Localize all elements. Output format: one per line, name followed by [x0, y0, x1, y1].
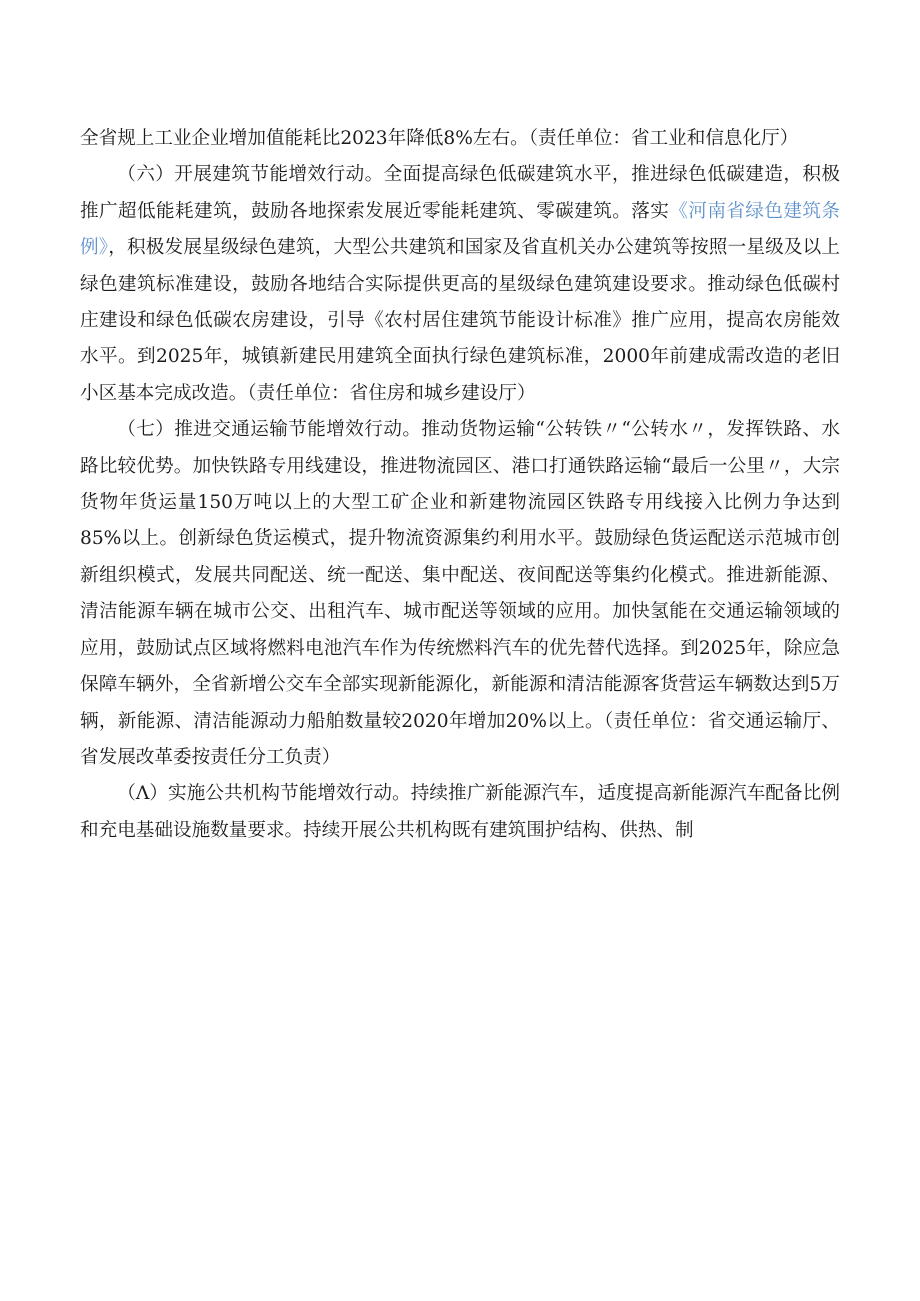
paragraph-six-building-energy	[80, 157, 840, 412]
henan-green-building-regulation-link[interactable]: 《河南省绿色建筑条例》	[80, 200, 840, 259]
paragraph-six-text-start: （六）开展建筑节能增效行动。全面提高绿色低碳建筑水平，推进绿色低碳建造，积极推广超低能耗建筑，鼓励各地探索发展近零能耗建筑、零碳建筑。落实	[80, 164, 840, 222]
paragraph-seven-transport-energy: （七）推进交通运输节能增效行动。推动货物运输“公转铁〃“公转水〃，发挥铁路、水路比较优势。加快铁路专用线建设，推进物流园区、港口打通铁路运输“最后一公里〃，大宗货物年货运量150万吨以上的大型工矿企业和新建物流园区铁路专用线接入比例力争达到85%以上。创新绿色货运模式，提升物流资源集约利用水平。鼓励绿色货运配送示范城市创新组织模式，发展共同配送、统一配送、集中配送、夜间配送等集约化模式。推进新能源、清洁能源车辆在城市公交、出租汽车、城市配送等领域的应用。加快氢能在交通运输领域的应用，鼓励试点区域将燃料电池汽车作为传统燃料汽车的优先替代选择。到2025年，除应急保障车辆外，全省新增公交车全部实现新能源化，新能源和清洁能源客货营运车辆数达到5万辆，新能源、清洁能源动力船舶数量较2020年增加20%以上。（责任单位：省交通运输厅、省发展改革委按责任分工负责）	[80, 419, 840, 768]
paragraph-six-text-end: ，积极发展星级绿色建筑，大型公共建筑和国家及省直机关办公建筑等按照一星级及以上绿色建筑标准建设，鼓励各地结合实际提供更高的星级绿色建筑建设要求。推动绿色低碳村庄建设和绿色低碳农房建设，引导《农村居住建筑节能设计标准》推广应用，提高农房能效水平。到2025年，城镇新建民用建筑全面执行绿色建筑标准，2000年前建成需改造的老旧小区基本完成改造。（责任单位：省住房和城乡建设厅）	[80, 237, 840, 404]
paragraph-eight-public-institution: （Λ）实施公共机构节能增效行动。持续推广新能源汽车，适度提高新能源汽车配备比例和充电基础设施数量要求。持续开展公共机构既有建筑围护结构、供热、制	[80, 783, 840, 841]
paragraph-continuation: 全省规上工业企业增加值能耗比2023年降低8%左右。（责任单位：省工业和信息化厅）	[80, 128, 799, 149]
document-page	[80, 121, 840, 849]
